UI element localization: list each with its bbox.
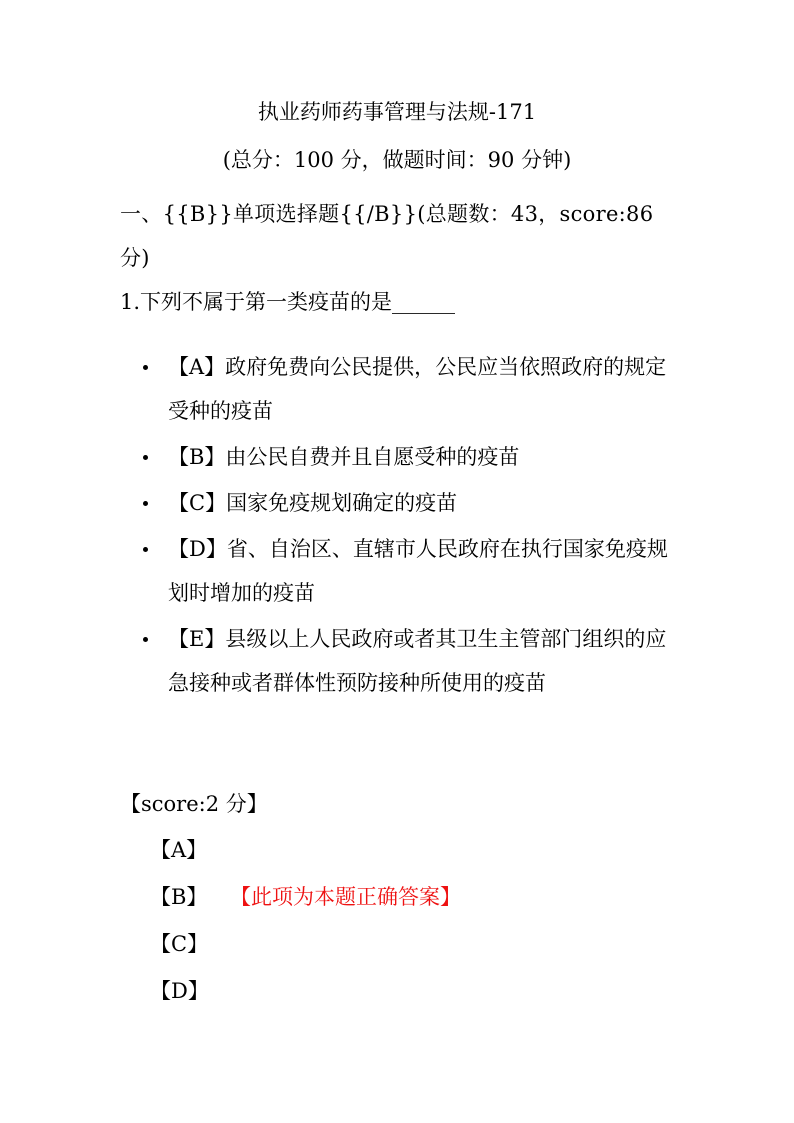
section-header: 一、{{B}}单项选择题{{/B}}(总题数：43，score:86 分) <box>120 202 654 270</box>
option-text: 【D】省、自治区、直辖市人民政府在执行国家免疫规划时增加的疫苗 <box>168 537 668 605</box>
answer-label: 【C】 <box>150 932 209 956</box>
bullet-icon <box>143 501 148 506</box>
option-b <box>140 435 680 479</box>
option-e <box>140 617 680 705</box>
option-text: 【C】国家免疫规划确定的疫苗 <box>168 491 458 515</box>
score-label: 【score:2 分】 <box>120 792 268 816</box>
answer-list <box>150 834 461 1022</box>
answer-label: 【D】 <box>150 979 209 1003</box>
bullet-icon <box>143 637 148 642</box>
answer-label: 【B】 <box>150 885 208 909</box>
bullet-icon <box>143 455 148 460</box>
answer-row-c <box>150 928 209 975</box>
option-text: 【E】县级以上人民政府或者其卫生主管部门组织的应急接种或者群体性预防接种所使用的疫苗 <box>168 627 667 695</box>
document-subtitle: (总分：100 分，做题时间：90 分钟) <box>222 148 572 172</box>
option-list <box>140 345 680 707</box>
option-text: 【A】政府免费向公民提供，公民应当依照政府的规定受种的疫苗 <box>168 355 667 423</box>
document-title: 执业药师药事管理与法规-171 <box>257 100 537 124</box>
correct-answer-note: 【此项为本题正确答案】 <box>230 885 461 909</box>
option-d <box>140 527 680 615</box>
question-stem: 1.下列不属于第一类疫苗的是______ <box>120 290 456 314</box>
option-c <box>140 481 680 525</box>
bullet-icon <box>143 547 148 552</box>
answer-label: 【A】 <box>150 838 208 862</box>
option-a <box>140 345 680 433</box>
answer-row-b <box>150 881 461 928</box>
answer-row-a <box>150 834 209 881</box>
answer-row-d <box>150 975 209 1022</box>
option-text: 【B】由公民自费并且自愿受种的疫苗 <box>168 445 520 469</box>
bullet-icon <box>143 365 148 370</box>
